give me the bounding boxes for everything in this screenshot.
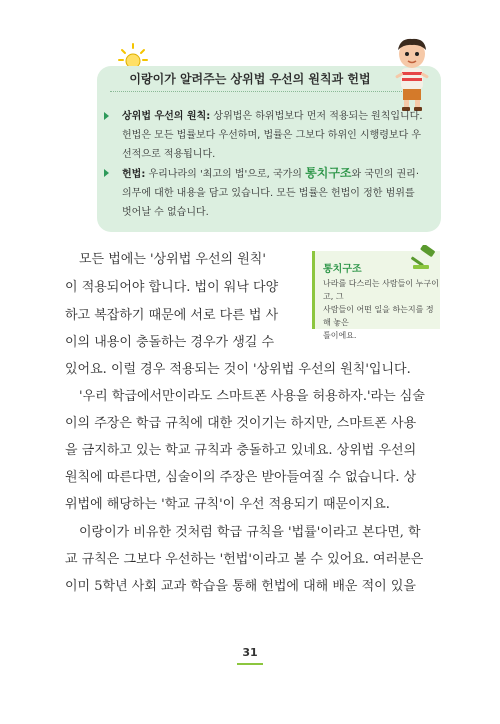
info-box-title: 이랑이가 알려주는 상위법 우선의 원칙과 헌법 [129,72,371,86]
bullet-text: 상위법은 하위법보다 먼저 적용되는 원칙입니다. [210,111,423,122]
bullet-marker-icon [104,169,109,177]
bullet-marker-icon [104,112,109,120]
body-line: 을 금지하고 있는 학교 규칙과 충돌하고 있네요. 상위법 우선의 [65,443,417,458]
body-line: 이미 5학년 사회 교과 학습을 통해 헌법에 대해 배운 적이 있을 [65,579,416,594]
body-line: 위법에 해당하는 '학교 규칙'이 우선 적용되기 때문이지요. [65,497,390,512]
bullet-line: 벗어날 수 없습니다. [122,207,209,218]
note-title: 통치구조 [323,264,362,275]
body-line: 이 적용되어야 합니다. 법이 워낙 다양 [65,280,279,295]
bullet-term: 상위법 우선의 원칙: [122,111,211,122]
note-line: 틀이에요. [323,331,357,340]
bullet-line: 의무에 대한 내용을 담고 있습니다. 모든 법률은 헌법이 정한 범위를 [122,188,415,199]
gavel-icon [411,245,439,271]
note-line: 사람들이 어떤 일을 하는지를 정해 놓은 [323,305,434,327]
boy-character-illustration [388,36,436,112]
note-line: 나라를 다스리는 사람들이 누구이고, 그 [323,279,439,301]
bullet-text: 우리나라의 '최고의 법'으로, 국가의 [145,169,306,180]
body-line: 있어요. 이럴 경우 적용되는 것이 '상위법 우선의 원칙'입니다. [65,362,411,377]
bullet-text: 와 국민의 권리· [351,169,420,180]
glossary-note [312,251,440,340]
note-text [323,277,441,342]
bullet-line: 헌법은 모든 법률보다 우선하며, 법률은 그보다 하위인 시행령보다 우 [122,130,422,141]
bullet-line [112,164,430,184]
bullet-item-constitution [112,164,430,222]
page-number: 31 [242,646,258,659]
body-line: 원칙에 따른다면, 심술이의 주장은 받아들여질 수 없습니다. 상 [65,470,417,485]
bullet-term: 헌법: [122,169,146,180]
bullet-line [112,107,430,126]
highlight-governance: 통치구조 [305,166,352,180]
body-line: '우리 학급에서만이라도 스마트폰 사용을 허용하자.'라는 심술 [79,389,425,404]
title-divider [110,91,420,92]
bullet-line: 선적으로 적용됩니다. [122,149,216,160]
bullet-item-principle [112,107,430,164]
body-line: 이의 주장은 학급 규칙에 대한 것이기는 하지만, 스마트폰 사용 [65,416,417,431]
body-line: 교 규칙은 그보다 우선하는 '헌법'이라고 볼 수 있어요. 여러분은 [65,552,424,567]
body-line: 이의 내용이 충돌하는 경우가 생길 수 [65,335,275,350]
body-line: 이랑이가 비유한 것처럼 학급 규칙을 '법률'이라고 본다면, 학 [79,525,421,540]
page-number-underline [237,663,263,665]
body-line: 하고 복잡하기 때문에 서로 다른 법 사 [65,308,279,323]
body-line: 모든 법에는 '상위법 우선의 원칙' [79,252,266,267]
